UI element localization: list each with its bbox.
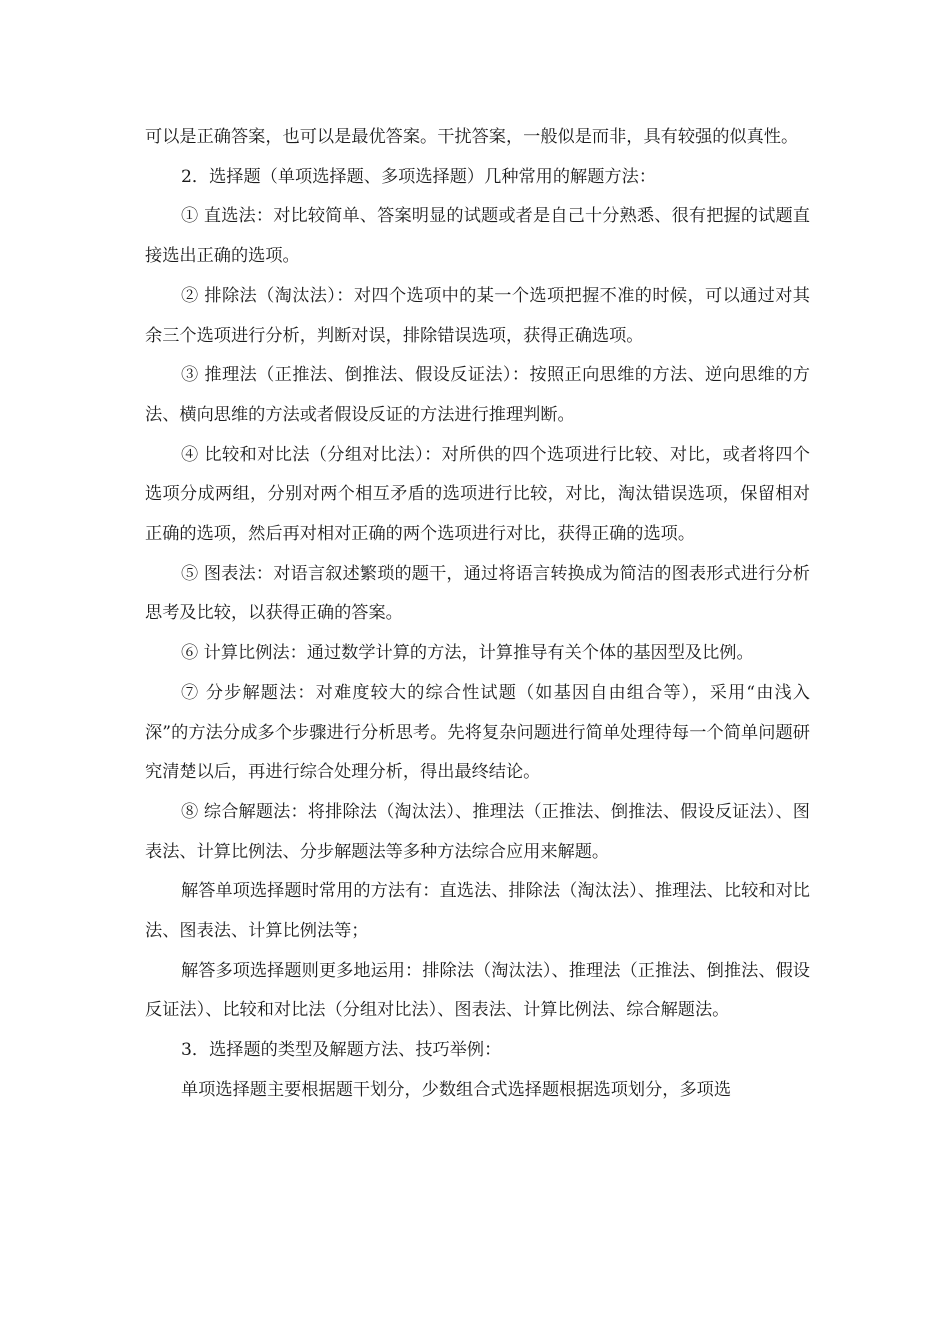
paragraph: ② 排除法（淘汰法）：对四个选项中的某一个选项把握不准的时候，可以通过对其余三个选项进行分析，判断对误，排除错误选项，获得正确选项。 bbox=[145, 285, 810, 346]
paragraph: ⑤ 图表法：对语言叙述繁琐的题干，通过将语言转换成为简洁的图表形式进行分析思考及比较，以获得正确的答案。 bbox=[145, 563, 810, 624]
paragraph: ⑦ 分步解题法：对难度较大的综合性试题（如基因自由组合等），采用“由浅入深”的方法分成多个步骤进行分析思考。先将复杂问题进行简单处理待每一个简单问题研究清楚以后，再进行综合处理分析，得出最终结论。 bbox=[145, 682, 810, 783]
paragraph: 3．选择题的类型及解题方法、技巧举例： bbox=[181, 1040, 502, 1061]
document-body bbox=[145, 118, 810, 1111]
paragraph: 可以是正确答案，也可以是最优答案。干扰答案，一般似是而非，具有较强的似真性。 bbox=[145, 127, 799, 147]
paragraph: 解答多项选择题则更多地运用：排除法（淘汰法）、推理法（正推法、倒推法、假设反证法）、比较和对比法（分组对比法）、图表法、计算比例法、综合解题法。 bbox=[145, 960, 810, 1021]
paragraph: 2．选择题（单项选择题、多项选择题）几种常用的解题方法： bbox=[181, 166, 657, 187]
paragraph: ③ 推理法（正推法、倒推法、假设反证法）：按照正向思维的方法、逆向思维的方法、横向思维的方法或者假设反证的方法进行推理判断。 bbox=[145, 365, 810, 425]
paragraph: ⑥ 计算比例法：通过数学计算的方法，计算推导有关个体的基因型及比例。 bbox=[181, 643, 754, 664]
paragraph: ⑧ 综合解题法：将排除法（淘汰法）、推理法（正推法、倒推法、假设反证法）、图表法、计算比例法、分步解题法等多种方法综合应用来解题。 bbox=[145, 801, 810, 862]
paragraph: ① 直选法：对比较简单、答案明显的试题或者是自己十分熟悉、很有把握的试题直接选出正确的选项。 bbox=[145, 206, 810, 267]
paragraph: 解答单项选择题时常用的方法有：直选法、排除法（淘汰法）、推理法、比较和对比法、图表法、计算比例法等； bbox=[145, 881, 810, 942]
paragraph: ④ 比较和对比法（分组对比法）：对所供的四个选项进行比较、对比，或者将四个选项分成两组，分别对两个相互矛盾的选项进行比较，对比，淘汰错误选项，保留相对正确的选项，然后再对相对正确的两个选项进行对比，获得正确的选项。 bbox=[145, 444, 810, 545]
paragraph: 单项选择题主要根据题干划分，少数组合式选择题根据选项划分，多项选 bbox=[181, 1079, 732, 1100]
